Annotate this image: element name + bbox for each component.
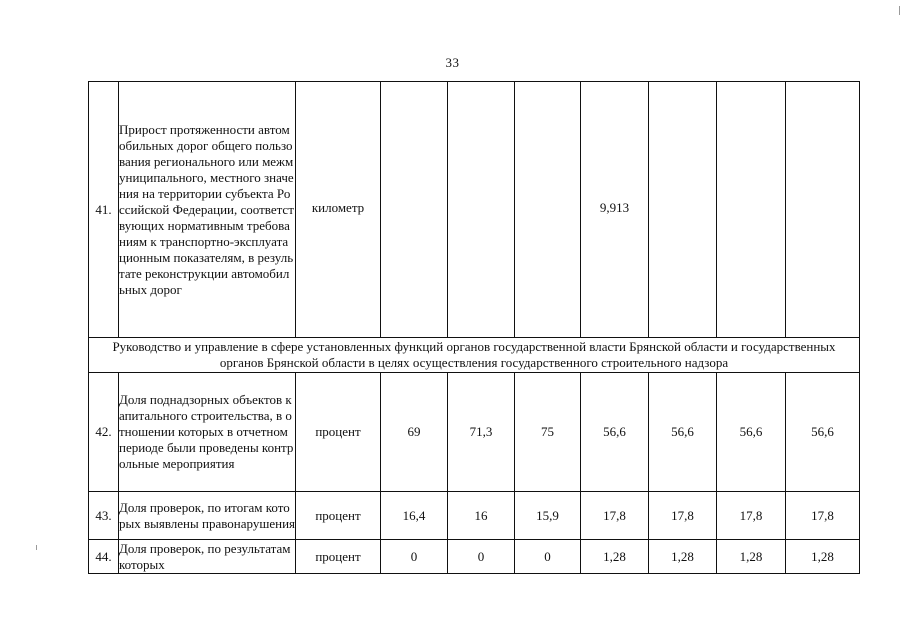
unit-cell: процент [296,373,381,492]
value-cell [649,82,717,338]
value-cell: 1,28 [786,540,860,574]
unit-cell: процент [296,492,381,540]
table-row [89,373,860,492]
value-cell: 17,8 [717,492,786,540]
row-number: 42. [89,373,119,492]
value-cell [381,82,448,338]
value-cell [515,82,581,338]
value-cell: 56,6 [786,373,860,492]
value-cell: 17,8 [581,492,649,540]
row-number: 41. [89,82,119,338]
scan-mark [36,545,37,550]
value-cell: 16 [448,492,515,540]
section-row [89,338,860,373]
indicator-name: Прирост протяженности автомобильных дорог общего пользования регионального или межмуниципального, местного значения на территории субъекта Российской Федерации, соответствующих нормативным требованиям к транспортно-эксплуатационным показателям, в результате реконструкции автомобильных дорог [119,82,296,338]
value-cell: 56,6 [717,373,786,492]
row-number: 43. [89,492,119,540]
value-cell: 17,8 [786,492,860,540]
value-cell: 16,4 [381,492,448,540]
value-cell: 0 [381,540,448,574]
value-cell: 0 [448,540,515,574]
unit-label: километр [311,199,365,215]
table-row [89,82,860,338]
indicator-name: Доля проверок, по итогам которых выявлены правонарушения [119,492,296,540]
value-cell: 0 [515,540,581,574]
table-row [89,492,860,540]
indicator-name: Доля поднадзорных объектов капитального строительства, в отношении которых в отчетном периоде были проведены контрольные мероприятия [119,373,296,492]
value-cell: 75 [515,373,581,492]
indicators-table [88,81,860,574]
value-cell [448,82,515,338]
value-cell: 15,9 [515,492,581,540]
value-cell: 1,28 [717,540,786,574]
unit-cell [296,82,381,338]
value-cell: 69 [381,373,448,492]
section-title: Руководство и управление в сфере установленных функций органов государственной власти Брянской области и государственных органов Брянской области в целях осуществления государственного строительного надзора [89,338,860,373]
value-cell [786,82,860,338]
value-cell [717,82,786,338]
value-cell: 56,6 [581,373,649,492]
unit-cell: процент [296,540,381,574]
page-number: 33 [445,55,460,70]
row-number: 44. [89,540,119,574]
value-cell: 1,28 [649,540,717,574]
value-cell: 56,6 [649,373,717,492]
value-cell [581,82,649,338]
indicator-name: Доля проверок, по результатам которых [119,540,296,574]
value-cell: 71,3 [448,373,515,492]
table-row [89,540,860,574]
scan-mark [899,6,900,15]
value-label: 9,913 [599,199,630,215]
value-cell: 1,28 [581,540,649,574]
value-cell: 17,8 [649,492,717,540]
